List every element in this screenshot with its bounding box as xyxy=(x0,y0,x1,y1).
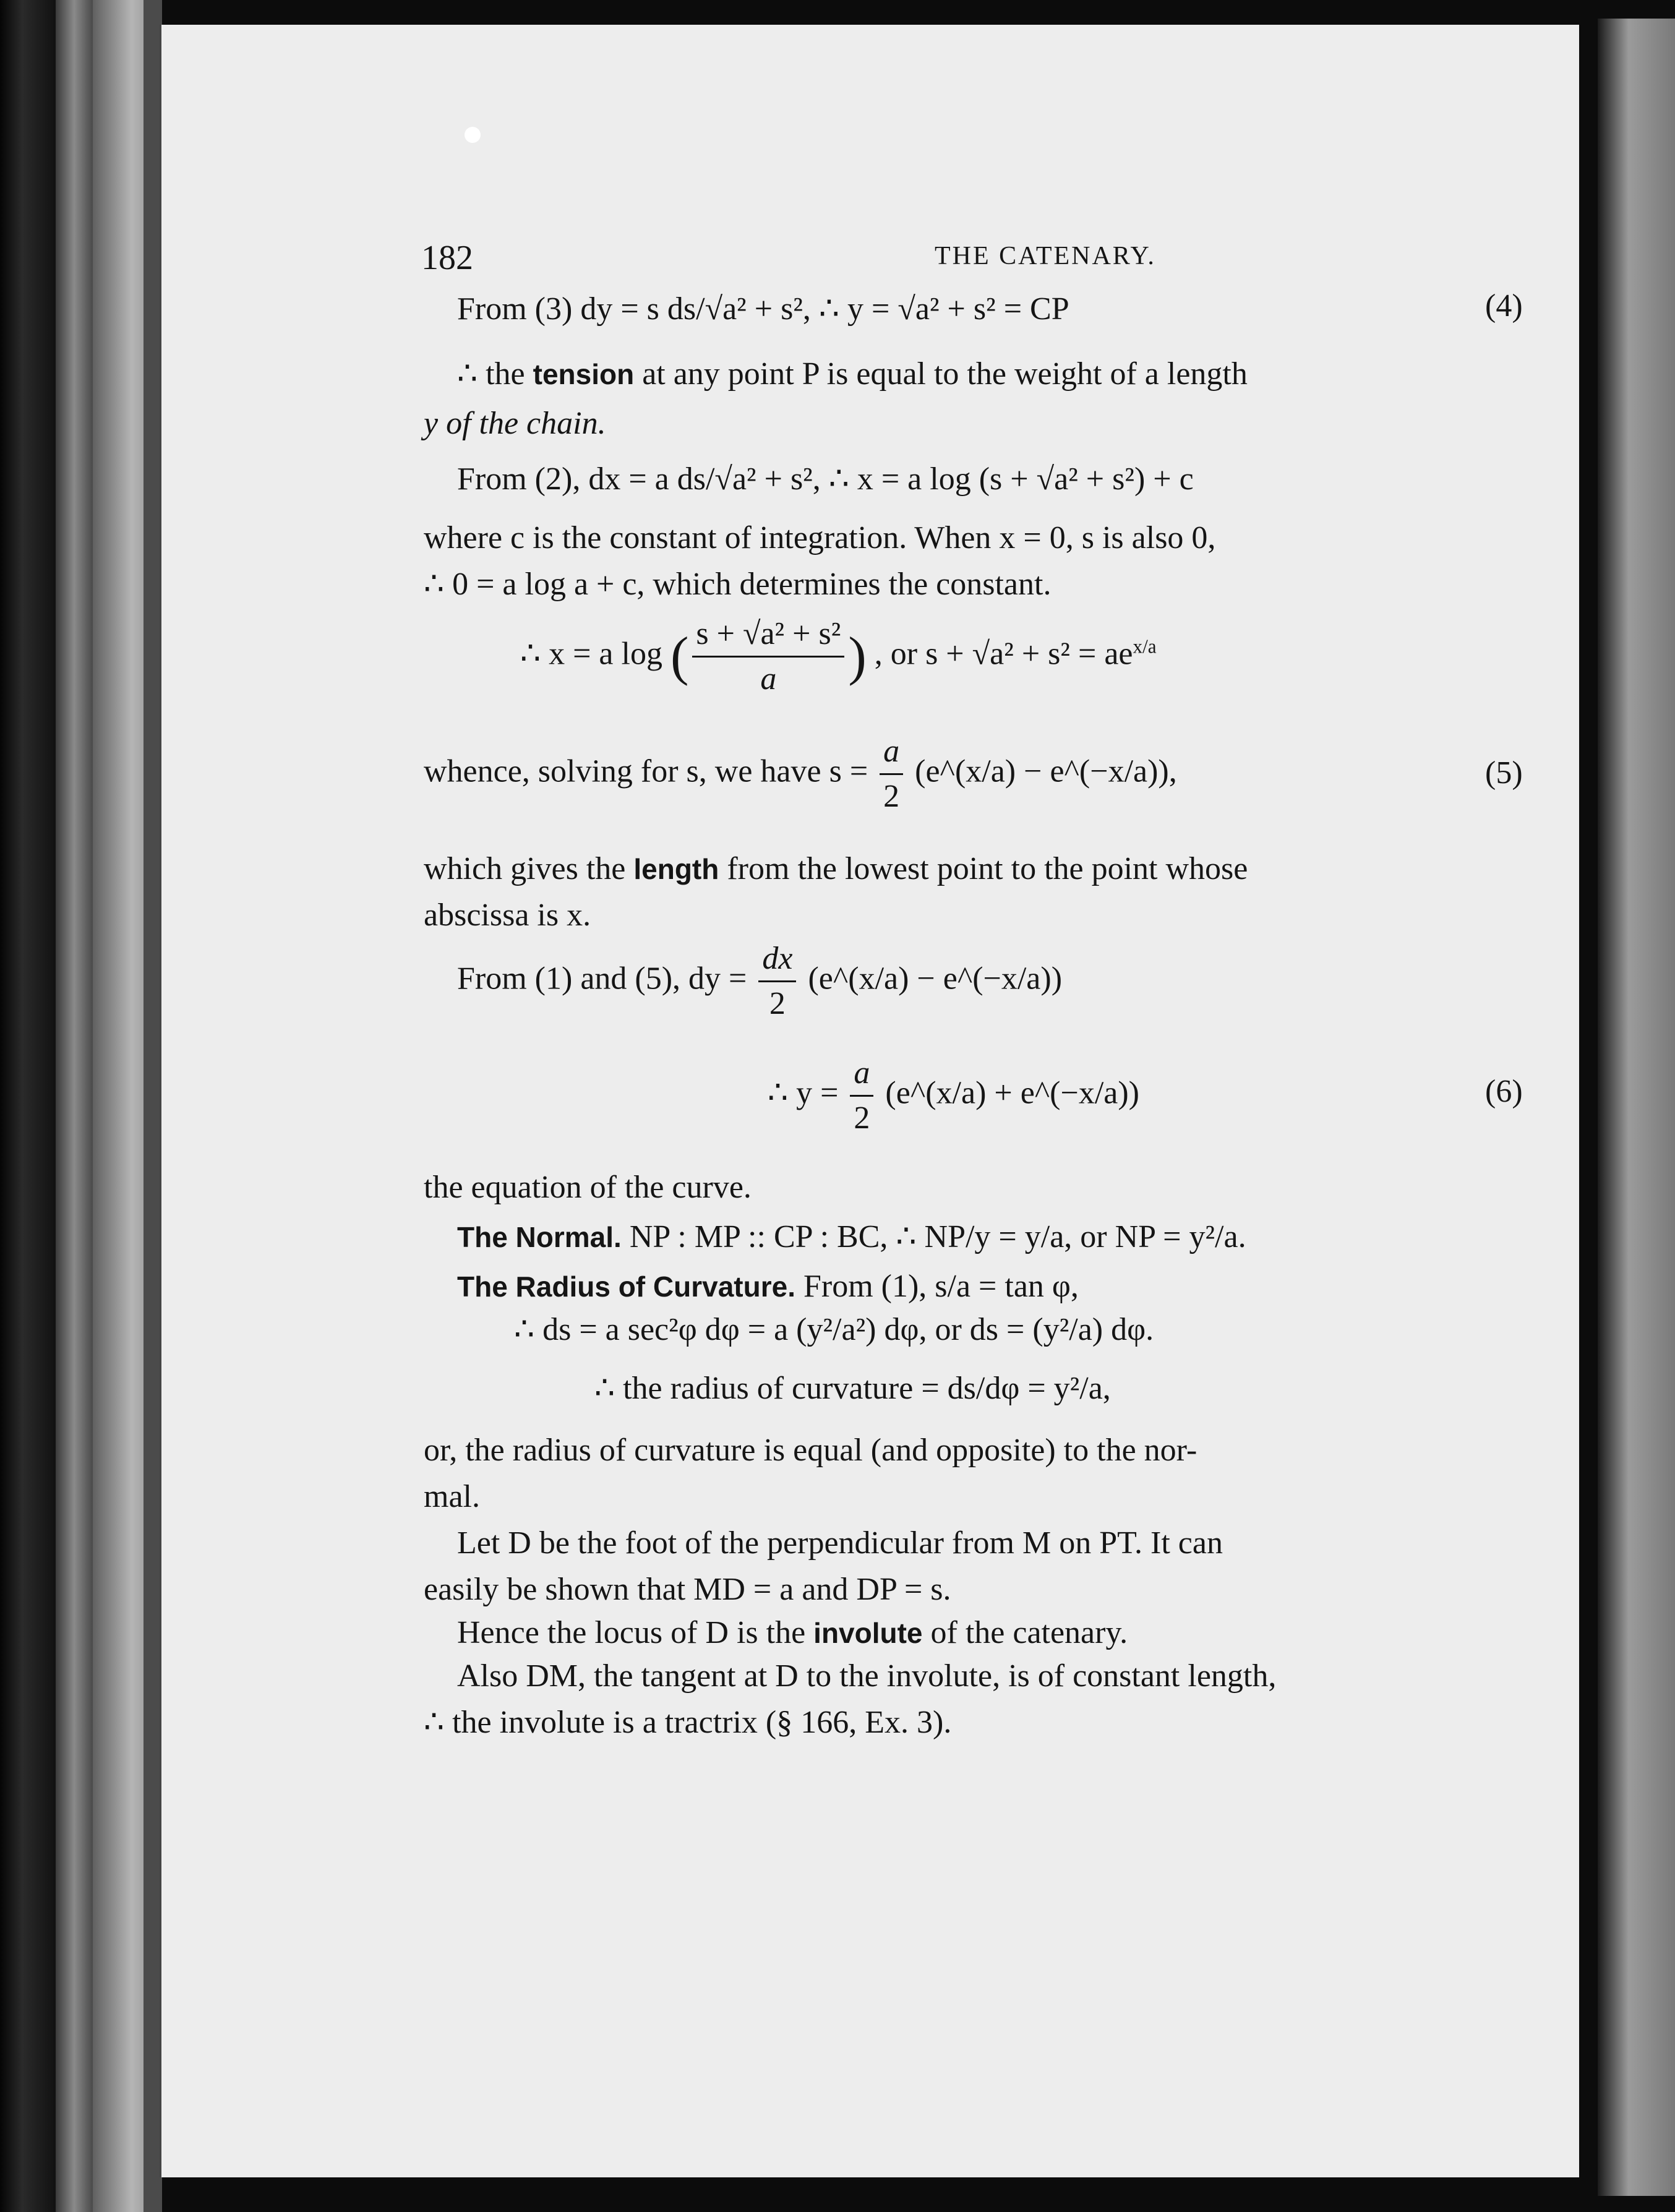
text-line xyxy=(457,1611,1128,1655)
equation-number: (4) xyxy=(1485,288,1523,324)
equation-line xyxy=(768,1052,1139,1140)
bold-term: tension xyxy=(533,358,635,390)
text-span: from the lowest point to the point whose xyxy=(719,851,1248,886)
text-span: at any point P is equal to the weight of a length xyxy=(634,356,1248,392)
fraction xyxy=(880,730,903,818)
equation-line: ∴ the radius of curvature = ds/dφ = y²/a, xyxy=(594,1371,1111,1406)
text-span: ∴ the xyxy=(457,356,533,392)
text-line xyxy=(457,1265,1079,1308)
math-text: (e^(x/a) + e^(−x/a)) xyxy=(885,1075,1139,1111)
text-line xyxy=(457,1215,1246,1259)
text-line xyxy=(424,847,1248,891)
facing-page-edge xyxy=(1598,19,1675,2196)
math-text: From (1) and (5), dy = xyxy=(457,961,747,997)
text-line xyxy=(457,353,1248,396)
denominator: a xyxy=(760,661,777,697)
text-line: mal. xyxy=(424,1479,480,1514)
text-line: easily be shown that MD = a and DP = s. xyxy=(424,1572,951,1607)
numerator: s + √a² + s² xyxy=(692,612,844,658)
numerator: dx xyxy=(758,937,796,982)
equation-line: From (3) dy = s ds/√a² + s², ∴ y = √a² + s² = CP xyxy=(457,291,1069,327)
text-line: where c is the constant of integration. When x = 0, s is also 0, xyxy=(424,520,1216,555)
book-page-edges xyxy=(56,0,93,2212)
text-span: of the catenary. xyxy=(922,1615,1128,1650)
text-line: or, the radius of curvature is equal (and opposite) to the nor- xyxy=(424,1433,1197,1468)
numerator: a xyxy=(850,1052,873,1097)
denominator: 2 xyxy=(883,779,900,815)
bold-term: involute xyxy=(813,1617,923,1649)
math-text: From (1), s/a = tan φ, xyxy=(795,1269,1079,1304)
page-number: 182 xyxy=(421,239,473,277)
text-span: Hence the locus of D is the xyxy=(457,1615,814,1650)
text-span: which gives the xyxy=(424,851,634,886)
text-line: ∴ 0 = a log a + c, which determines the constant. xyxy=(424,567,1052,602)
text-line: Let D be the foot of the perpendicular from M on PT. It can xyxy=(457,1525,1223,1561)
denominator: 2 xyxy=(854,1100,870,1136)
math-text: whence, solving for s, we have s = xyxy=(424,753,868,789)
math-text: NP : MP :: CP : BC, ∴ NP/y = y/a, or NP = y²/a. xyxy=(621,1219,1246,1254)
text-line: Also DM, the tangent at D to the involute, is of constant length, xyxy=(457,1658,1277,1694)
equation-number: (6) xyxy=(1485,1074,1523,1109)
running-title: THE CATENARY. xyxy=(935,242,1156,270)
math-text: , or s + √a² + s² = ae xyxy=(874,636,1133,672)
math-text: (e^(x/a) − e^(−x/a)), xyxy=(915,753,1177,789)
denominator: 2 xyxy=(769,986,786,1022)
equation-line xyxy=(424,730,1177,818)
fraction xyxy=(850,1052,873,1140)
exponent: x/a xyxy=(1133,635,1157,658)
math-text: ∴ x = a log xyxy=(520,636,662,672)
math-text: ∴ y = xyxy=(768,1075,839,1111)
equation-line xyxy=(457,937,1062,1026)
paren-close: ) xyxy=(848,626,867,687)
text-line: y of the chain. xyxy=(424,406,606,441)
paren-open: ( xyxy=(670,626,689,687)
section-heading: The Normal. xyxy=(457,1221,622,1253)
math-text: (e^(x/a) − e^(−x/a)) xyxy=(808,961,1063,997)
fraction xyxy=(692,612,844,701)
text-line: the equation of the curve. xyxy=(424,1170,752,1205)
text-line: ∴ the involute is a tractrix (§ 166, Ex. 3). xyxy=(424,1705,952,1740)
equation-line: ∴ ds = a sec²φ dφ = a (y²/a²) dφ, or ds = (y²/a) dφ. xyxy=(514,1312,1154,1347)
equation-line: From (2), dx = a ds/√a² + s², ∴ x = a log (s + √a² + s²) + c xyxy=(457,461,1194,497)
equation-number: (5) xyxy=(1485,755,1523,791)
text-line: abscissa is x. xyxy=(424,898,591,933)
fraction xyxy=(758,937,796,1026)
section-heading: The Radius of Curvature. xyxy=(457,1271,795,1303)
bold-term: length xyxy=(633,853,719,885)
speck xyxy=(465,127,481,143)
book-page xyxy=(160,25,1579,2177)
numerator: a xyxy=(880,730,903,775)
book-binding-shadow xyxy=(0,0,56,2212)
equation-line xyxy=(520,612,1157,701)
